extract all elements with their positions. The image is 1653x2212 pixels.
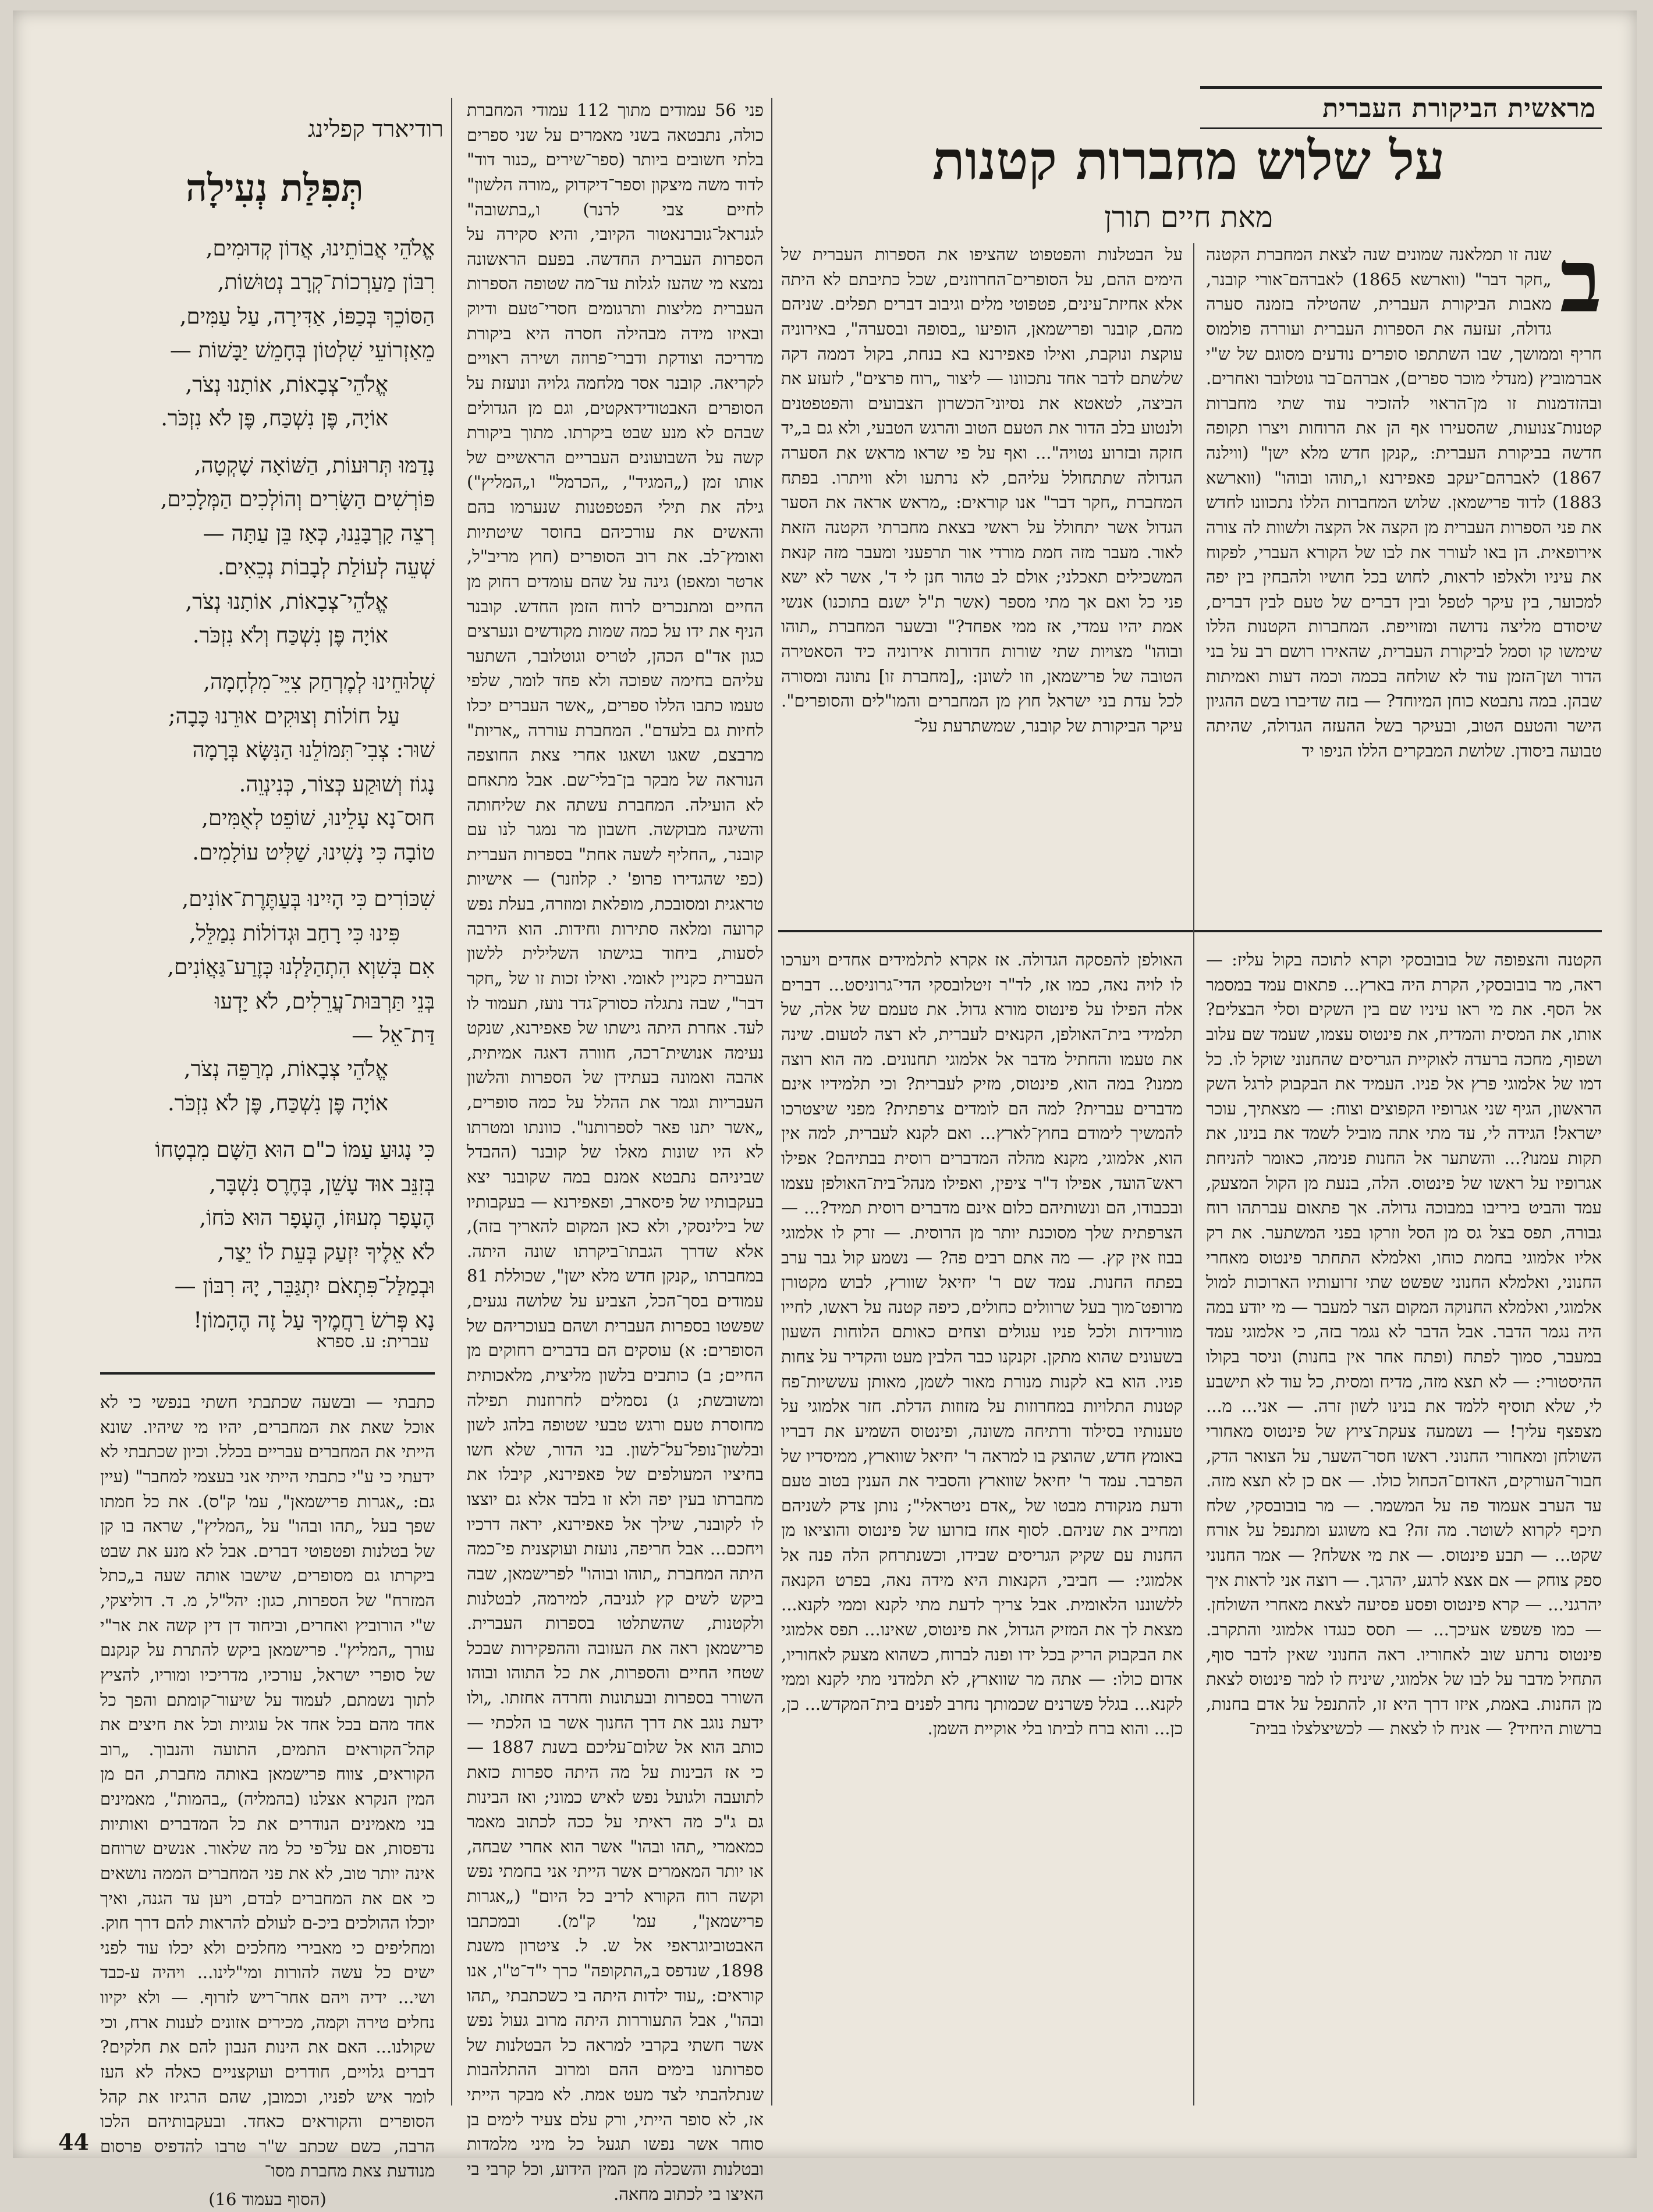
poem-line: בְּזִנֵּב אוּד עָשֵׁן, בְּחֶרֶס נִשְׁבָּר, xyxy=(209,1171,435,1196)
poem-body xyxy=(100,232,435,1350)
poem-line: נָגוֹז וְשׁוּקַע כְּצוֹר, כְּנִינְוֵה. xyxy=(239,771,435,797)
article-column-3-text: פני 56 עמודים מתוך 112 עמודי המחברת כולה, נתבטאה בשני מאמרים על שני ספרים בלתי חשובים ביותר (ספר־שירים „כנור דוד" לדוד משה מיצקון וספר־דיקדוק „מורה הלשון" לחיים צבי לרנר) ו„בתשובה" לגנראל־גוברנאטור הקיובי, והיא סקירה על הספרות העברית החדשה. בפעם הראשונה נמצא מי שהעז לגלות עד־מה שטופה הספרות העברית מליצות ותרגומים חסרי־טעם ודיוק ובאיזו מידה מבהילה חסרה היא ביקורת מדריכה וצודקת ודברי־פרוזה ושירה ראויים לקריאה. קובנר אסר מלחמה גלויה ונועזת על הסופרים האבטודידאקטים, וגם מן הגדולים שבהם לא מנע שבט ביקרתו. מתוך ביקורת קשה על השבועונים העבריים הראשיים של אותו זמן („המגיד", „הכרמל" ו„המליץ") גילה את תילי הפטפטנות שנערמו בהם והאשים את עורכיהם בחוסר שיטתיות ואומץ־לב. את רוב הסופרים (חוץ מריב"ל, ארטר ומאפו) גינה על שהם עומדים רחוק מן החיים ומתנכרים לרוח הזמן החדש. קובנר הניף את ידו על כמה שמות מקודשים ונערצים כגון אד"ם הכהן, לטריס וגוטלובר, השתער עליהם בחימה שפוכה ולא פחד לומר, שלפי טעמו כתבו הללו ספרים, „אשר העברים יכלו לחיות גם בלעדם". המחברת עוררה „אריות" מרבצם, שאגו ושאגו אחרי צאת החוצפה הנוראה של מבקר בן־בלי־שם. אבל מתאחם לא הועילה. המחברת עשתה את שליחותה והשיגה מבוקשה. חשבון מר נמגר לנו עם קובנר, „החליף לשעה אחת" בספרות העברית (כפי שהגדירו פרופ' י. קלוזנר) — אישיות טראגית ומסובכת, מופלאת ומוזרה, בעלת נפש קרועה ומלאה סתירות וחידות. הוא הירבה לסעות, ביחוד בגישתו השלילית ללשון העברית כקניין לאומי. ואילו זכות זו של „חקר דבר", שבה נתגלה כסורק־גדר נועז, תעמוד לו לעד. אחרת היתה גישתו של פאפירנא, שנקט נעימה אנושית־רכה, חוורה דאגה אמיתית, אהבה ואמונה בעתידן של הספרות והלשון העבריות וגמר את ההלל על כמה סופרים, „אשר יתנו פאר לספרותנו". כוונתו ומטרתו לא היו שונות מאלו של קובנר (ההבדל שביניהם נתבטא אמנם במה שקובנר יצא בעקבותיו של פיסארב, ופאפירנא — בעקבותיו של בילינסקי, ולא כאן המקום להאריך בזה), אלא שדרך הגבתו־ביקרתו שונה היתה. במחברתו „קנקן חדש מלא ישן", שכוללת 81 עמודים בסך־הכל, הצביע על שלושה נגעים, שפשטו בספרות העברית ושהם בעוכריהם של הסופרים: א) עוסקים הם בדברים רחוקים מן החיים; ב) כותבים בלשון מליצית, מלאכותית ומשובשת; ג) נסמלים לחרוזנות תפילה מחוסרת טעם ורגש טבעי שטופה בלהג לשון ובלשון־נופל־על־לשון. בני הדור, שלא חשו בחיציו המעולפים של פאפירנא, קיבלו את מחברתו בעין יפה ולא זו בלבד אלא גם יוצצו לו לקובנר, שילך אל פאפירנא, יראה דרכיו ויחכם... אבל חריפה, נועזת ועוקצנית פי־כמה היתה המחברת „תוהו ובוהו" לפרישמאן, שבה ביקש לשים קץ לגניבה, למירמה, לבטלנות ולקטנות, שהשתלטו בספרות העברית. פרישמאן ראה את העזובה וההפקירות שבכל שטחי החיים והספרות, את כל התוהו ובוהו השורר בספרות ובעתונות וחרדה אחזתו. „ולו ידעת נוגב את דרך החנוך אשר בו הלכתי — כותב הוא אל שלום־עליכם בשנת 1887 — כי אז הבינות על מה היתה ספרות כזאת לתועבה ולגועל נפש לאיש כמוני; ואז הבינות גם ג"כ מה ראיתי על ככה לכתוב מאמר כמאמרי „תהו ובהו" אשר הוא אחרי שבחה, או יותר המאמרים אשר הייתי אני בחמתי נפש וקשה רוח הקורא לריב כל היום" („אגרות פרישמאן", עמ' ק"מ). ובמכתבו האבטוביוגראפי אל ש. ל. ציטרון משנת 1898, שנדפס ב„התקופה" כרך י"ד־ט"ו, אנו קוראים: „עוד ילדות היתה בי כשכתבתי „תהו ובהו", אבל התעוררות היתה מרוב געול נפש אשר חשתי בקרבי למראה כל הבטלנות של ספרותנו בימים ההם ומרוב ההתלהבות שנתלהבתי לצד מעט אמת. לא מבקר הייתי אז, לא סופר הייתי, ורק עלם צעיר לימים בן סוחר אשר נפשו תגעל כל מיני מלמדות ובטלנות והשכלה מן המין הידוע, וכל קרבי בי האיצו בי לכתוב מחאה. xyxy=(467,100,764,2204)
poem-line: דַּת־אֵל — xyxy=(352,1022,435,1048)
poem-line: שְׁלוּחֵינוּ לְמֶרְחַק צִיֵּי־מִלְחָמָה, xyxy=(203,669,435,695)
story-column-1-text: הקטנה והצפופה של בובובסקי וקרא לתוכה בקול עליז: — ראה, מר בובובסקי, הקרת היה בארץ... פתאום עמד במסמר אל הסף. את מי ראו עיניו שם בין השקים וסלי הבצלים? אותו, את המסית והמדיח, את פינטוס עצמו, שעמד שם עלוב ושפוף, מחכה ברעדה לאוקיית הגריסים שהחנוני שוקל לו. כל דמו של אלמוגי פרץ אל פניו. העמיד את הבקבוק לרגל השק הראשון, הגיף שני אגרופיו הקפוצים וצוח: — מצאתיך, עוכר ישראל! הגידה לי, עד מתי אתה מוביל לשמד את בנינו, את תקות עמנו?... והשתער אל החנות פנימה, כאומר להניחת אגרופיו על ראשו של פינטוס. הלה, בנעת מן הקול המצעק, עמד והביט ביריבו במבוכה גדולה. אך פתאום עברתהו רוח גבורה, תפס בצל גס מן הסל וזרקו בפני המשתער. את רק אליו אלמוגי בחמת כוחו, ואלמלא התחתר פינטוס מאחרי החנוני, ואלמלא החנוני שפשט שתי זרועותיו הארוכות למול אלמוגי, ואלמלא החנוקה המקום הצר למעבר — מי יודע במה היה נגמר הדבר. אבל הדבר לא נגמר בזה, כי אלמוגי עמד במעבר, סמוך לפתח (ופתח אחר אין בחנות) וניסר בקולו ההיסטורי: — לא תצא מזה, מדיח ומסית, כל עוד לא תישבע לי, שלא תוסיף ללמד את בנינו לשון זרה. — אני... מ... מצפצף עליך! — נשמעה צעקת־ציוץ של פינטוס מאחורי השולחן ומאחורי החנוני. ראשו חסר־השער, על הצואר הדק, חבור־העורקים, האדום־הכחול כולו. — אם כן לא תצא מזה. עד הערב אעמוד פה על המשמר. — מר בובובסקי, שלח תיכף לקרוא לשוטר. מה זה? בא משוגע ומתנפל על אורח שקט... — תבע פינטוס. — את מי אשלח? — אמר החנוני ספק צוחק — אם אצא לרגע, יהרגך. — רוצה אני לראות איך יהרגני... — קרא פינטוס ופסע פסיעה לצאת מאחרי השולחן. — כמו פשפש אעיכך... — תסס כנגדו אלמוגי והתקרב. פינטוס נרתע שוב לאחוריו. ראה החנוני שאין לדבר סוף, התחיל מדבר על לבו של אלמוגי, שיניח לו למר פינטוס לצאת מן החנות. באמת, איזו דרך היא זו, להתנפל על אדם בחנות, ברשות היחיד? — אניח לו לצאת — לכשיצלצלו בבית־ xyxy=(1206,950,1602,1739)
article-column-1-text: שנה זו תמלאנה שמונים שנה לצאת המחברת הקטנה „חקר דבר" (ווארשא 1865) לאברהם־אורי קובנר, מאבות הביקורת העברית, שהטילה בזמנה סערה גדולה, זעזעה את הספרות העברית ועוררה פולמוס חריף וממושך, שבו השתתפו סופרים נודעים מסוגם של ש"י אברמוביץ (מנדלי מוכר ספרים), אברהם־בר גוטלובר ואחרים. ובהזדמנות זו מן־הראוי להזכיר עוד שתי מחברות קטנות־צנועות, שהסעירו אף הן את הרוחות ויצרו תקופה חדשה בביקורת העברית: „קנקן חדש מלא ישן" (ווילנה 1867) לאברהם־יעקב פאפירנא ו„תוהו ובוהו" (ווארשא 1883) לדוד פרישמאן. שלוש המחברות הללו נתכוונו לחדש את פני הספרות העברית מן הקצה אל הקצה ולשוות לה צורה אירופאית. הן באו לעורר את לבו של הקורא העברי, לפקוח את עיניו ולאלפו לראות, לחוש בכל חושיו ולהבחין בין יפה למכוער, בין עיקר לטפל ובין דברים של טעם לבין דברים, שיסודם מליצה נדושה ומזוייפת. המחברות הקטנות הללו שימשו קו וסמל לביקורת העברית, שהאירו רושם רב על בני הדור ושן־הזמן עוד לא שולחה בכמה וכמה דעות ואמיתות שבהן. במה נתבטא כוחן המיוחד? — בזה שדיברו בשם ההגיון הישר והטעם הטוב, ובעיקר בשל ההעזה הגדולה, שהיתה טבועה ביסודן. שלושת המבקרים הללו הניפו יד xyxy=(1206,244,1602,761)
story-column-1 xyxy=(1206,947,1602,2106)
article-title: על שלוש מחברות קטנות xyxy=(932,129,1445,192)
poem-title: תְּפִלַּת נְעִילָה xyxy=(186,166,364,210)
poem-stanza xyxy=(100,1133,435,1337)
poem-line: שִׁכּוֹרִים כִּי הָיִינוּ בְּעַתֶּרֶת־אוֹנִים, xyxy=(182,886,435,912)
article-byline: מאת חיים תורן xyxy=(1104,200,1273,234)
article-column-4-text: כתבתי — ובשעה שכתבתי חשתי בנפשי כי לא אוכל שאת את המחברים, יהיו מי שיהיו. שונא הייתי את המחברים עבריים בכלל. וכיון שכתבתי לא ידעתי כי ע"י כתבתי הייתי אני בעצמי למחבר" (עיין גם: „אגרות פרישמאן", עמ' ק"ס). את כל חמתו שפך בעל „תהו ובהו" על „המליץ", שראה בו קן של בטלנות ופטפוטי דברים. אבל לא מנע את שבט ביקרתו גם מסופרים, שישבו אותה שעה ב„כתל המזרח" של הספרות, כגון: יהל"ל, מ. ד. דוליצקי, ש"י הורוביץ ואחרים, וביחוד דן דין קשה את אר"י עורך „המליץ". פרישמאן ביקש להתרת על קנקנם של סופרי ישראל, עורכיו, מדריכיו ומוריו, להציץ לתוך נשמתם, לעמוד על שיעור־קומתם והפך כל אחד מהם בכל אחד אל עוגיות וכל את חיצים את קהל־הקוראים התמים, התועה והנבוך. „רוב הקוראים, צווח פרישמאן באותה מחברת, הם מן המין הנקרא אצלנו (בהמליה) „בהמות", מאמינים בני מאמינים הנודרים את כל המדברים ואותיות נדפסות, אם על־פי כל מה שלאור. אנשים שרוחם אינה יותר טוב, לא את פני המחברים הממה נושאים כי אם את המחברים לבדם, ויען עד הגנה, ואיך יוכלו ההולכים ביכ-ם לעולם להראות להם דרך חוק. ומחליפים כי מאבירי מחלכים ולא יכלו עוד לפני ישים כל עשה להורות ומי"לינו... ויהיה ע-כבד ושי... ידיה ויהם אחר־ריש לזרוף. — ולא יקיוו נחלים טירה וקמה, מכירים אזונים לענות ארח, וכי שקולנו... האם את הינות הנבון להם את חלקים? דברים גלויים, חודרים ועוקצניים כאלה לא העז לומר איש לפניו, וכמובן, שהם הרגיזו את קהל הסופרים והקוראים כאחד. ובעקבותיהם הלכו הרבה, כשם שכתב ש"ר טרבו להדפיס פרסום מנודעת צאת מחברת מסו־ xyxy=(100,1392,435,2181)
article-column-2 xyxy=(781,242,1183,917)
poem-stanza xyxy=(100,232,435,436)
newspaper-page xyxy=(13,10,1637,2209)
poem-line: כִּי נָגוּעַ עַמּוֹ כ"ם הוּא הַשָּׁם מִבְטָחוֹ xyxy=(155,1137,435,1163)
column-divider-1 xyxy=(1193,243,1194,2106)
poem-line: הַסּוֹכֵךְ בְּכַפּוֹ, אַדִּירָה, עַל עַמִּים, xyxy=(179,303,435,329)
poem-line: אֱלֹהֵי צְבָאוֹת, מְרַפֵּה נְצֹר, xyxy=(183,1056,388,1082)
poem-translator: עברית: ע. ספרא xyxy=(316,1332,429,1352)
section-heading: מראשית הביקורת העברית xyxy=(1200,86,1602,129)
poem-line: טוֹבָה כִּי נָשִׁינוּ, שַׁלִּיט עוֹלָמִים. xyxy=(192,839,435,865)
poem-line: רְצֵה קָרְבָּנֵנוּ, כְּאָז בֵּן עַתָּה — xyxy=(203,520,435,546)
poem-line: נָא פְּרֹשׂ רַחֲמֶיךָ עַל זֶה הֶהָמוֹן! xyxy=(193,1307,435,1333)
poem-line: רִבּוֹן מַעַרְכוֹת־קְרָב נְטוּשׁוֹת, xyxy=(217,269,435,295)
poem-line: אוֹיָה פֶּן נִשְׁכַּח, פֶּן לֹא נִזְכֹּר. xyxy=(168,1090,388,1116)
poem-stanza xyxy=(100,882,435,1120)
poem-line: לֹא אֵלֶיךָ יִזְעַק בְּעֵת לוֹ יֵצַר, xyxy=(217,1239,435,1265)
poem-author: רודיארד קפלינג xyxy=(308,116,444,143)
story-column-2 xyxy=(781,947,1183,2106)
poem-line: פִּינוּ כִּי רָחַב וּגְדוֹלוֹת נִמַלֵּל, xyxy=(189,920,400,946)
poem-stanza xyxy=(100,449,435,653)
poem-line: אוֹיָה פֶּן נִשְׁכַּח וְלֹא נִזְכֹּר. xyxy=(192,622,388,648)
poem-line: שְׁעֵה לְעוֹלַת לְבָבוֹת נְכֵאִים. xyxy=(217,555,435,580)
poem-line: עַל חוֹלוֹת וְצוּקִים אוּרֵנוּ כָּבָה; xyxy=(168,703,400,729)
horizontal-rule-top-article xyxy=(778,930,1602,932)
poem-line: אֱלֹהֵי אֲבוֹתֵינוּ, אֲדוֹן קְדוּמִים, xyxy=(205,236,435,261)
poem-line: מֵאַזְרוֹעֵי שִׁלְטוֹן בְּחָמֵשׁ יַבָּשׁוֹת — xyxy=(169,338,435,363)
poem-line: נָדַמּוּ תְּרוּעוֹת, הַשּׁוֹאָה שָׁקְטָה, xyxy=(194,452,435,478)
poem-line: שׁוּר: צְבִי־תִּמּוֹלֵנוּ הַנִּשָּׂא בְּרָמָה xyxy=(192,737,435,763)
article-column-3 xyxy=(467,98,764,2204)
story-column-2-text: האולפן להפסקה הגדולה. אז אקרא לתלמידים אחדים ויערכו לו לויה נאה, כמו אז, לד"ר זיטלובסקי הדי־גרוניסט... דברים אלה הפילו על פינטוס מורא גדול. את טעמם של אלה, של תלמידי בית־האולפן, הקנאים לעברית, לא רצה לטעום. שינה את טעמו והחתיל מדבר אל אלמוגי תחנונים. מה הוא רוצה ממנו? במה הוא, פינטוס, מזיק לעברית? וכי תלמידיו אינם מדברים עברית? למה הם לומדים צרפתית? מפני שיצטרכו להמשיך לימודם בחוץ־לארץ... ואם לקנא לעברית, למה אין הוא, אלמוגי, מקנא מהלה המדברים רוסית בבתיהם? אפילו ראש־הועד, אפילו ד"ר ציפין, ואפילו מנהל־בית־האולפן עצמו ובכבודו, הם ונשותיהם כלום אינם מדברים רוסית תמיד?... — הצרפתית שלך מסוכנת יותר מן הרוסית. — זרק לו אלמוגי בבוז אין קץ. — מה אתם רבים פה? — נשמע קול גבר ערב בפתח החנות. עמד שם ר' יחיאל שוורץ, לבוש מקטורן מרופט־מוך בעל שרוולים כחולים, כיפה קטנה על ראשו, לחייו מוורידות ולכל פניו עגולים וצחים כאותם הלוחות השעון בשעונים שהוא מתקן. זקנקנו כבר הלבין מעט והקדיר על צחות פניו. הוא בא לקנות מנורת מאור לשמן, מאותן עששיות־פח קטנות התלויות במחרוזות על מזוזות הדלת. חזר אלמוגי על טענותיו בסילוד ורתיחה משונה, ופינטוס השמיע את דבריו באומץ חדש, שהוצק בו למראה ר' יחיאל שווארץ, ממיסדיו של הפרבר. עמד ר' יחיאל שווארץ והסביר את הענין בטוב טעם ודעת מנקודת מבטו של „אדם ניטראלי"; נותן צדק לשניהם ומחייב את שניהם. לסוף אחז בזרועו של פינטוס והוציאו מן החנות עם שקיק הגריסים שבידו, וכשנתרחק הלה פנה אל אלמוגי: — חביבי, הקנאות היא מידה נאה, בפרט הקנאה ללשוננו הלאומית. אבל צריך לדעת מתי לקנא וממי לקנא... מצאת לך את המזיק הגדול, את פינטוס, שאינו... תפס אלמוגי את הבקבוק הריק בכל ידו ופנה לברוח, כשהוא מצעק לאחוריו, אדום כולו: — אתה מר שווארץ, לא תלמדני מתי לקנא וממי לקנא... בגלל פשרנים שכמותך נחרב לפנים בית־המקדש... כן, כן... והוא ברח לביתו בלי אוקיית השמן. xyxy=(781,950,1183,1739)
poem-line: וּבְמַלַּל־פִּתְאֹם יִתְגַּבֵּר, יָהּ רִבּוֹן — xyxy=(174,1273,435,1299)
article-column-4 xyxy=(100,1390,435,2209)
poem-line: פּוֹרְשִׁים הַשָּׂרִים וְהוֹלְכִים הַמְּלָכִים, xyxy=(160,487,435,512)
column-divider-3 xyxy=(451,98,452,2106)
poem-line: בְּנֵי תַּרְבּוּת־עֲרֵלִים, לֹא יָדְעוּ xyxy=(214,988,435,1014)
poem-line: אֱלֹהֵי־צְבָאוֹת, אוֹתָנוּ נְצֹר, xyxy=(185,588,388,614)
poem-line: אוֹיָה, פֶּן נִשְׁכַּח, פֶּן לֹא נִזְכֹּר. xyxy=(161,406,388,431)
drop-cap: ב xyxy=(1559,230,1602,332)
poem-line: אֱלֹהֵי־צְבָאוֹת, אוֹתָנוּ נְצֹר, xyxy=(185,371,388,397)
column-divider-2 xyxy=(771,98,772,2106)
poem-stanza xyxy=(100,665,435,869)
continuation-note: (הסוף בעמוד 16) xyxy=(208,2189,327,2209)
horizontal-rule-poem xyxy=(100,1372,435,1375)
poem-line: אִם בְּשִׁוְא הִתְהַלַּלְנוּ כְּזֶרַע־גַּאֲוֹנִים, xyxy=(167,954,435,980)
poem-line: חוּס־נָא עָלֵינוּ, שׁוֹפֵט לְאֻמִּים, xyxy=(201,805,435,831)
page-number: 44 xyxy=(58,2129,89,2155)
poem-line: הֶעָפָר מְעוּזוֹ, הֶעָפָר הוּא כֹּחוֹ, xyxy=(199,1205,435,1231)
article-column-1 xyxy=(1206,230,1602,917)
article-column-2-text: על הבטלנות והפטפוט שהציפו את הספרות העברית של הימים ההם, על הסופרים־החרוזנים, שכל כתיבתם לא היתה אלא אחיזת־עינים, פטפוטי מלים וגיבוב דברים תפלים. שניהם מהם, קובנר ופרישמאן, הופיעו „בסופה ובסערה", באירוניה עוקצת ונוקבת, ואילו פאפירנא בא בנחת, בקול דממה דקה שלשתם לדבר אחד נתכוונו — ליצור „רוח פרצים", לזעזע את הביצה, לטאטא את נסיוני־הכשרון הצבועים והפטפטנים ולנטוע בלב הדור את הטעם הטוב והרגש הטבעי, ולא גם ב„יד חזקה ובזרוע נטויה"... ואף על פי שראו מראש את הסערה הגדולה שתתחולל עליהם, לא נרתעו ולא וויתרו. בפתח המחברת „חקר דבר" אנו קוראים: „מראש אראה את הסער הגדול אשר יתחולל על ראשי בצאת מחברתי הקטנה הזאת לאור. מעבר מזה חמת מורדי אור תרפעני ומעבר מזה קנאת המשכילים תאכלני; אולם לב טהור חנן לי ד', אשר לא ישא פני כל ואם אך מתי מספר (אשר ת"ל ישנם בתוכנו) אנשי אמת יהיו עמדי, אז ממי אפחד?" ובשער המחברת „תוהו ובוהו" מצויות שתי שורות חדורות אירוניה כיד הסאטירה הטובה של פרישמאן, וזו לשונן: „[מחברת זו] נתונה ומסורה לכל עדת בני ישראל חוץ מן המחברים והמו"לים והסופרים". עיקר הביקורת של קובנר, שמשתרעת על־ xyxy=(781,244,1183,736)
